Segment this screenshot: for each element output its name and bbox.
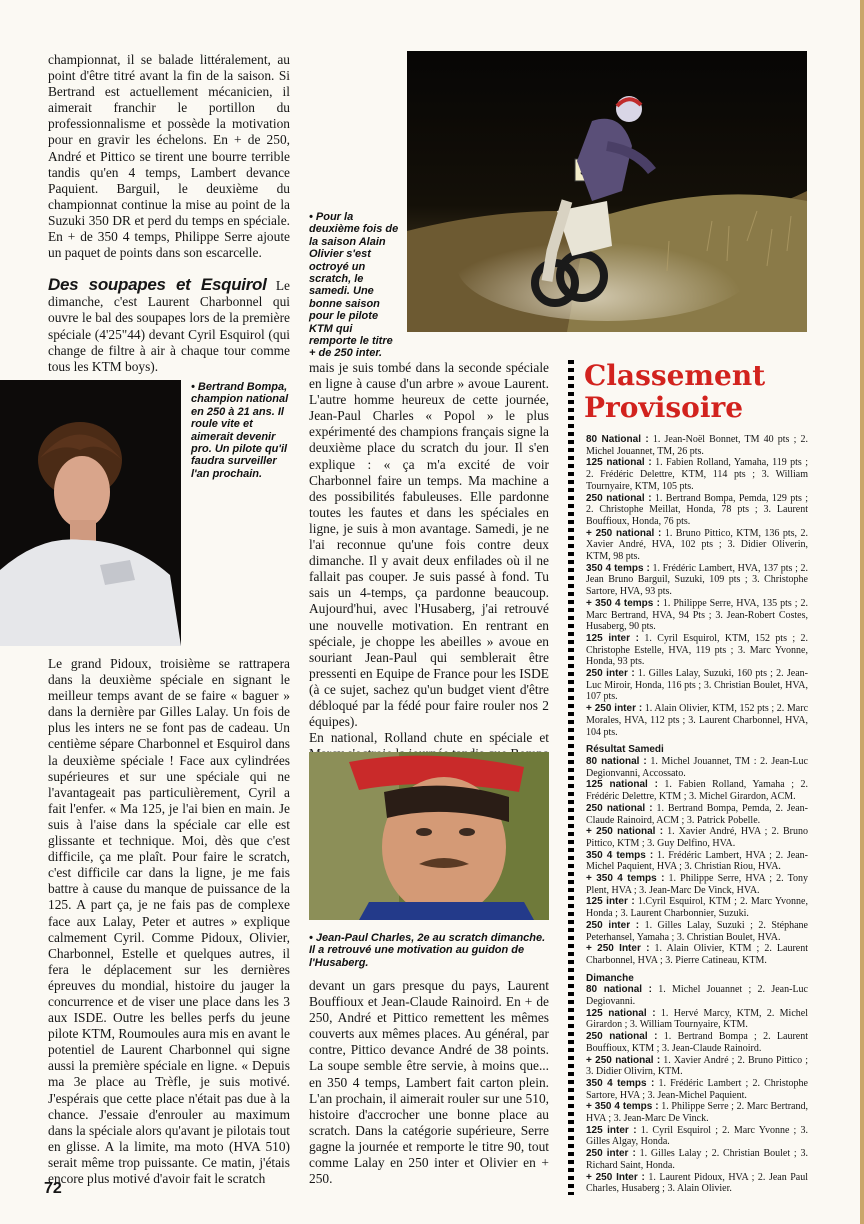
result-row: [586, 1055, 808, 1078]
section-heading: Des soupapes et Esquirol: [48, 275, 267, 295]
photo-alain-olivier-motocross: [407, 51, 807, 332]
result-text: 1. Hervé Marcy, KTM, 2. Michel Girardon ; 3. William Tournyaire, KTM.: [586, 1007, 808, 1031]
paragraph-soupapes-text: Le dimanche, c'est Laurent Charbonnel qui ouvre le bal des soupapes lors de la première spéciale (4'25"44) devant Cyril Esquirol (qui change de filtre à air à chaque tour comme tous les KTM boys).: [48, 278, 290, 374]
result-row: [586, 563, 808, 598]
column2-top-text: [309, 360, 549, 778]
result-text: 1. Frédéric Lambert, HVA ; 2. Jean-Michel Paquient, HVA ; 3. Christian Riou, HVA.: [586, 849, 808, 873]
result-category: + 250 Inter :: [586, 943, 650, 955]
paragraph-soupapes: [48, 277, 290, 375]
result-text: 1. Cyril Esquirol, KTM, 152 pts ; 2. Christophe Estelle, HVA, 119 pts ; 3. Marc Yvonne, Honda, 93 pts.: [586, 632, 808, 668]
classement-title-text: Classement Provisoire: [584, 359, 766, 424]
result-row: [586, 598, 808, 633]
result-row: [586, 920, 808, 943]
result-text: 1. Alain Olivier, KTM ; 2. Laurent Charbonnel, HVA ; 3. Pierre Catineau, KTM.: [586, 943, 809, 966]
classement-title: [584, 360, 794, 424]
result-category: 350 4 temps :: [586, 562, 650, 574]
result-category: 125 national :: [586, 457, 652, 469]
page-edge: [860, 0, 864, 1224]
result-text: 1. Cyril Esquirol ; 2. Marc Yvonne ; 3. Gilles Algay, Honda.: [586, 1124, 809, 1148]
result-category: 250 inter :: [586, 919, 640, 931]
result-row: [586, 943, 808, 966]
result-row: [586, 984, 808, 1007]
result-text: 1. Jean-Noël Bonnet, TM 40 pts ; 2. Michel Jouannet, TM, 26 pts.: [586, 434, 808, 457]
result-category: 125 inter :: [586, 1124, 637, 1136]
result-category: 125 national :: [586, 779, 658, 791]
result-category: + 350 4 temps :: [586, 1101, 659, 1113]
result-row: [586, 1172, 808, 1195]
result-row: [586, 434, 808, 457]
caption-alain-olivier: • Pour la deuxième fois de la saison Alain Olivier s'est octroyé un scratch, le samedi. Une bonne saison pour le pilote KTM qui remporte le titre + de 250 inter.: [309, 211, 399, 360]
result-category: 125 national :: [586, 1007, 656, 1019]
results-dimanche: [586, 984, 808, 1195]
result-category: + 250 Inter :: [586, 1171, 645, 1183]
result-category: 80 national :: [586, 755, 647, 767]
result-category: + 250 inter :: [586, 703, 643, 715]
result-category: + 250 national :: [586, 527, 662, 539]
result-row: [586, 803, 808, 826]
column2-bottom-text: [309, 978, 549, 1187]
result-row: [586, 756, 808, 779]
photo-bertrand-bompa: [0, 380, 181, 646]
result-row: [586, 1101, 808, 1124]
column1-bottom-text: [48, 656, 290, 1187]
result-row: [586, 668, 808, 703]
result-category: 80 National :: [586, 434, 649, 445]
result-text: 1. Bertrand Bompa ; 2. Laurent Bouffioux, KTM ; 3. Jean-Claude Rainoird.: [586, 1031, 809, 1054]
result-row: [586, 873, 808, 896]
result-row: [586, 850, 808, 873]
result-category: 350 4 temps :: [586, 849, 654, 861]
results-box: [586, 434, 808, 1195]
paragraph-pidoux: Le grand Pidoux, troisième se rattrapera dans la deuxième spéciale en signant le meilleur temps avant de se faire « baguer » dans la dernière par Gilles Lalay. Un fois de plus les inters ne se font pas de cadeau. Un centième sépare Charbonnel et Esquirol dans la deuxième spéciale ! Face aux cylindrées supérieures et sur une spéciale qui ne l'avantageait pas particulièrement, Cyril a fait l'enfer. « Ma 125, je l'ai bien en main. Je suis à l'aise dans la spéciale car elle est glissante et technique. Moi, dès que c'est difficile, ça me plaît. Pour faire le scratch, c'est difficile car dans la ligne, je me fais battre à cause du manque de puissance de la 125. A part ça, je ne fais pas de complexe face aux Lalay, Peter et autres » explique calmement Cyril. Comme Pidoux, Olivier, Charbonnel, Estelle et quelques autres, il fera le déplacement sur les dernières épreuves du mondial, histoire du jauger la concurrence et de viser une place dans les 3 aux ISDE. Outre les belles perfs du jeune pilote KTM, Roumoules aura mis en avant le potentiel de Laurent Charbonnel qui signe aussi la première spéciale en ligne. « Depuis ma 3e place au Trèfle, je suis motivé. J'espérais que cette place n'était pas due à la chance. J'essaie d'enrouler au maximum dans la spéciale alors qu'avant je pilotais tout en glisse. A la limite, ma moto (HVA 510) serait même trop puissante. Ce matin, j'étais encore plus motivé d'avoir fait le scratch: [48, 656, 290, 1186]
results-provisoire: [586, 434, 808, 738]
result-category: + 250 national :: [586, 826, 664, 838]
result-category: 350 4 temps :: [586, 1077, 655, 1089]
result-text: 1. Gilles Lalay, Suzuki ; 2. Stéphane Peterhansel, Yamaha ; 3. Christian Boulet, HVA.: [586, 919, 808, 943]
result-category: + 350 4 temps :: [586, 597, 660, 609]
result-row: [586, 1031, 808, 1054]
result-text: 1. Michel Jouannet, TM : 2. Jean-Luc Degionvanni, Accossato.: [586, 755, 808, 779]
caption-jean-paul-charles: • Jean-Paul Charles, 2e au scratch dimanche. Il a retrouvé une motivation au guidon de l'Husaberg.: [309, 932, 546, 969]
result-category: 250 inter :: [586, 668, 635, 680]
photo-jean-paul-charles: [309, 752, 549, 920]
result-text: 1. Michel Jouannet ; 2. Jean-Luc Degiovanni.: [586, 984, 808, 1008]
result-text: 1. Alain Olivier, KTM, 152 pts ; 2. Marc Morales, HVA, 112 pts ; 3. Laurent Charbonnel, HVA, 104 pts.: [586, 703, 809, 738]
result-row: [586, 1125, 808, 1148]
result-row: [586, 493, 808, 528]
result-category: 125 inter :: [586, 632, 639, 644]
result-text: 1. Philippe Serre ; 2. Marc Bertrand, HVA ; 3. Jean-Marc De Vinck.: [586, 1101, 808, 1125]
result-category: + 350 4 temps :: [586, 873, 665, 885]
portrait-bompa-illustration: [0, 380, 181, 646]
column1-top-text: [48, 52, 290, 375]
portrait-charles-illustration: [309, 752, 549, 920]
page-number: 72: [44, 1180, 62, 1197]
samedi-heading: Résultat Samedi: [586, 744, 664, 756]
result-text: 1. Frédéric Lambert ; 2. Christophe Sartore, HVA ; 3. Jean-Michel Paquient.: [586, 1077, 808, 1101]
dotted-border: [568, 360, 576, 1195]
paragraph-championnat: championnat, il se balade littéralement, au point d'être titré avant la fin de la saison. Si Bertrand est actuellement mécanicien, il aimerait franchir le portillon du professionnalisme et possède la motivation pour en gravir les échelons. En + de 250, André et Pittico se tirent une bourre terrible tandis qu'en 4 temps, Lambert devance Paquient. Barguil, le deuxième du championnat continue la mise au point de la Suzuki 350 DR et perd du temps en spéciale. En + de 350 4 temps, Philippe Serre ajoute un paquet de points dans son escarcelle.: [48, 52, 290, 261]
dimanche-heading: Dimanche: [586, 972, 634, 984]
result-text: 1. Fabien Rolland, Yamaha ; 2. Frédéric Delettre, KTM ; 3. Michel Girardon, ACM.: [586, 779, 808, 803]
caption-bertrand-bompa: • Bertrand Bompa, champion national en 250 à 21 ans. Il roule vite et aimerait devenir pro. Un pilote qu'il faudra surveiller l'an prochain.: [191, 381, 289, 480]
result-text: 1. Gilles Lalay ; 2. Christian Boulet ; 3. Richard Saint, Honda.: [586, 1148, 808, 1171]
result-row: [586, 1008, 808, 1031]
result-text: 1. Philippe Serre, HVA ; 2. Tony Plent, HVA ; 3. Jean-Marc De Vinck, HVA.: [586, 873, 808, 896]
result-row: [586, 703, 808, 738]
result-category: 250 national :: [586, 802, 653, 814]
result-text: 1. Philippe Serre, HVA, 135 pts ; 2. Marc Bertrand, HVA, 94 Pts ; 3. Jean-Robert Costes, Husaberg, 90 pts.: [586, 597, 808, 633]
result-text: 1. Frédéric Lambert, HVA, 137 pts ; 2. Jean Bruno Barguil, Suzuki, 109 pts ; 3. Christophe Sartore, HVA, 93 pts.: [586, 562, 808, 598]
paragraph-bouffioux: devant un gars presque du pays, Laurent Bouffioux et Jean-Claude Rainoird. En + de 250, André et Pittico remettent les mêmes couverts aux mêmes places. Au général, par contre, Pittico devance André de 38 points. La soupe semble être servie, à moins que... en 350 4 temps, Lambert fait carton plein. L'an prochain, il aimerait rouler sur une 510, histoire d'accrocher une bonne place au scratch. Dans la catégorie supérieure, Serre gagne la journée et remporte le titre 90, tout comme Lalay en 250 inter et Olivier en + 250.: [309, 978, 549, 1187]
result-row: [586, 1148, 808, 1171]
result-text: 1. Bertrand Bompa, Pemda, 2. Jean-Claude Rainoird, ACM ; 3. Patrick Pobelle.: [586, 802, 809, 826]
result-text: 1. Fabien Rolland, Yamaha, 119 pts ; 2. Frédéric Delettre, KTM, 114 pts ; 3. William Tournyaire, KTM, 105 pts.: [586, 457, 809, 492]
result-category: 250 inter :: [586, 1148, 636, 1160]
results-samedi: [586, 756, 808, 967]
paragraph-laurent-popol: mais je suis tombé dans la seconde spéciale en ligne à cause d'un arbre » avoue Laurent. L'autre homme heureux de cette journée, Jean-Paul Charles « Popol » le plus expérimenté des champions français signe la deuxième place du scratch du jour. Il s'en explique : « ça m'a excité de voir Charbonnel faire un temps. Ma machine a des possibilités fabuleuses. Elle pardonne toutes les fautes et dans les spéciales en ligne, je suis à mon avantage. Samedi, je ne l'ai reconnue qu'une fois contre deux dimanche. Il y avait deux enfilades où il ne fallait pas couper. Je suis passé à fond. Tu sais un 4-temps, ça pardonne beaucoup. Aujourd'hui, avec l'Husaberg, j'ai retrouvé une nouvelle motivation. En rentrant en spéciale, je choppe les abeilles » avoue en souriant Jean-Paul qui semblerait être pressenti en Equipe de France pour les ISDE (à ce sujet, sachez qu'un budget vient d'être débloqué par la fédé pour faire rouler nos 2 équipes).: [309, 360, 549, 730]
result-text: 1. Bertrand Bompa, Pemda, 129 pts ; 2. Christophe Meillat, Honda, 78 pts ; 3. Laurent Bouffioux, Honda, 76 pts.: [586, 492, 809, 527]
result-category: 250 national :: [586, 1031, 658, 1043]
result-category: 250 national :: [586, 492, 652, 504]
result-row: [586, 633, 808, 668]
result-row: [586, 896, 808, 919]
result-text: 1. Xavier André ; 2. Bruno Pittico ; 3. Didier Olivirn, KTM.: [586, 1054, 808, 1078]
result-text: 1. Bruno Pittico, KTM, 136 pts, 2. Xavier André, HVA, 102 pts ; 3. Didier Oliverin, KTM, 98 pts.: [586, 527, 808, 563]
result-text: 1. Gilles Lalay, Suzuki, 160 pts ; 2. Jean-Luc Miroir, Honda, 116 pts ; 3. Christian Boulet, HVA, 107 pts.: [586, 668, 808, 703]
result-text: 1. Xavier André, HVA ; 2. Bruno Pittico, KTM ; 3. Guy Delfino, HVA.: [586, 826, 808, 849]
result-category: 80 national :: [586, 984, 652, 996]
result-text: 1. Laurent Pidoux, HVA ; 2. Jean Paul Charles, Husaberg ; 3. Alain Olivier.: [586, 1171, 808, 1195]
result-row: [586, 1078, 808, 1101]
result-row: [586, 826, 808, 849]
paragraph-national: En national, Rolland chute en spéciale et: [309, 730, 549, 746]
result-text: 1.Cyril Esquirol, KTM ; 2. Marc Yvonne, Honda ; 3. Laurent Charbonnier, Suzuki.: [586, 896, 808, 920]
result-row: [586, 528, 808, 563]
result-category: + 250 national :: [586, 1054, 661, 1066]
motocross-photo-illustration: [407, 51, 807, 332]
result-category: 125 inter :: [586, 896, 635, 908]
result-row: [586, 779, 808, 802]
result-row: [586, 457, 808, 492]
